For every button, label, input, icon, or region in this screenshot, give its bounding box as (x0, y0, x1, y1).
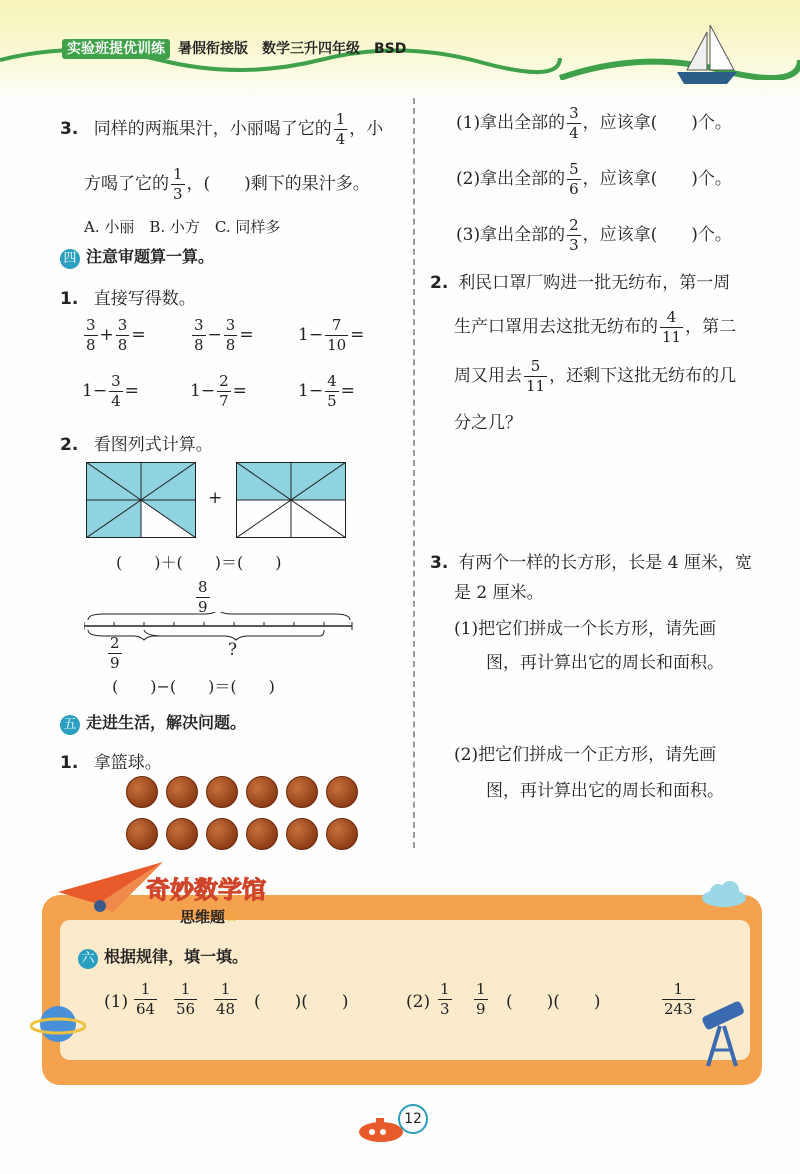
banner-subtitle-text: 思维题 (180, 908, 226, 926)
page-number (398, 1104, 428, 1134)
banner-subtitle (180, 906, 238, 927)
section-4-heading (60, 244, 214, 269)
sec4-q2-number: 2. (60, 435, 79, 455)
seq1-term-2: $\frac{1}{56}$ (176, 980, 196, 1018)
basketball-icon (126, 776, 158, 808)
q3-text-2: ，小 (349, 119, 384, 139)
right-q3-line-1: 有两个一样的长方形，长是 4 厘米，宽 (458, 553, 752, 573)
seq2-blanks: ( )( ) (506, 992, 601, 1012)
page-number-text: 12 (404, 1111, 422, 1127)
right-q2-line-3: 周又用去 (454, 366, 522, 386)
section-6-heading (78, 944, 248, 969)
calc-2-2: 1− $\frac{2}{7}$ = (190, 372, 247, 410)
right-q2-number: 2. (430, 273, 449, 293)
sub-question-1: (1)拿出全部的 $\frac{3}{4}$ ，应该拿( )个。 (456, 104, 732, 142)
basketball-icon (286, 776, 318, 808)
seq2-term-1: $\frac{1}{3}$ (440, 980, 450, 1018)
sec4-q1 (60, 284, 196, 309)
basketball-icon (326, 776, 358, 808)
basketball-icon (166, 776, 198, 808)
sec4-q2-text: 看图列式计算。 (93, 435, 213, 455)
shaded-rectangle-1 (86, 462, 196, 538)
right-q3-sub2 (454, 740, 724, 806)
q3-text-3: 方喝了它的 (84, 174, 169, 194)
basketball-icon (286, 818, 318, 850)
cloud-icon (700, 880, 748, 913)
calc-1-2: $\frac{3}{8}$ − $\frac{3}{8}$ = (194, 316, 254, 354)
left-q3 (60, 112, 410, 237)
basketball-icon (326, 818, 358, 850)
sec4-q1-number: 1. (60, 289, 79, 309)
right-q3-number: 3. (430, 553, 449, 573)
puzzle-scroll-inner (60, 920, 750, 1060)
calc-2-3: 1− $\frac{4}{5}$ = (298, 372, 355, 410)
sequence-1-label: (1) (104, 992, 129, 1012)
right-q2-line-2: 生产口罩用去这批无纺布的 (454, 317, 658, 337)
sub-question-2: (2)拿出全部的 $\frac{5}{6}$ ，应该拿( )个。 (456, 160, 732, 198)
equation-1: ( )＋( )＝( ) (116, 553, 282, 572)
sec5-q1 (60, 748, 162, 773)
part-fraction: $\frac{2}{9}$ (110, 634, 120, 672)
basketball-grid (126, 776, 366, 850)
basketball-icon (126, 818, 158, 850)
sec4-q2 (60, 430, 213, 455)
star-icon: ☆ (225, 908, 239, 926)
calc-1-1: $\frac{3}{8}$ + $\frac{3}{8}$ = (86, 316, 146, 354)
section-6-badge: 六 (78, 949, 98, 969)
segment-diagram (84, 612, 354, 642)
banner-title: 奇妙数学馆 (146, 876, 266, 904)
right-q3-line-2: 是 2 厘米。 (454, 583, 544, 603)
right-q2: 2. 利民口罩厂购进一批无纺布，第一周 生产口罩用去这批无纺布的 $\frac{4}{11}$ ，第二 周又用去 $\frac{5}{11}$ ，还剩下这批无纺布的几 分之几？ (430, 270, 790, 433)
q3-text-1: 同样的两瓶果汁，小丽喝了它的 (93, 119, 332, 139)
planet-icon (30, 996, 86, 1057)
section-5-title: 走进生活，解决问题。 (86, 713, 247, 732)
right-q3-sub1-a: (1)把它们拼成一个长方形，请先画 (454, 619, 717, 639)
right-q2-line-4: 分之几？ (454, 413, 522, 433)
sub-question-3: (3)拿出全部的 $\frac{2}{3}$ ，应该拿( )个。 (456, 216, 732, 254)
q3-fraction-1: $\frac{1}{4}$ (335, 110, 346, 148)
seq1-term-1: $\frac{1}{64}$ (136, 980, 156, 1018)
calc-1-3: 1− $\frac{7}{10}$ = (298, 316, 365, 354)
unknown-mark: ? (228, 640, 238, 660)
seq1-blanks: ( )( ) (254, 992, 349, 1012)
section-4-badge: 四 (60, 249, 80, 269)
plus-sign: + (208, 488, 223, 508)
basketball-icon (206, 776, 238, 808)
q3-options: A. 小丽 B. 小方 C. 同样多 (84, 218, 281, 236)
sec4-q1-text: 直接写得数。 (93, 289, 196, 309)
basketball-icon (166, 818, 198, 850)
right-q2-line-1: 利民口罩厂购进一批无纺布，第一周 (458, 273, 731, 293)
seq2-term-2: $\frac{1}{9}$ (476, 980, 486, 1018)
seq1-term-3: $\frac{1}{48}$ (216, 980, 236, 1018)
q3-fraction-2: $\frac{1}{3}$ (173, 165, 183, 203)
right-q3-sub1-b: 图，再计算出它的周长和面积。 (486, 653, 724, 673)
sec5-q1-number: 1. (60, 753, 79, 773)
publisher-label: BSD (374, 41, 407, 57)
telescope-icon (694, 1000, 754, 1075)
q3-number: 3. (60, 119, 79, 139)
subject-label: 数学三升四年级 (262, 41, 360, 57)
sequence-2-label: (2) (406, 992, 431, 1012)
right-q3-sub2-b: 图，再计算出它的周长和面积。 (486, 781, 724, 801)
basketball-icon (246, 818, 278, 850)
right-q3-sub2-a: (2)把它们拼成一个正方形，请先画 (454, 745, 717, 765)
seq2-last-term: $\frac{1}{243}$ (664, 980, 693, 1018)
sec5-q1-text: 拿篮球。 (93, 753, 162, 773)
column-divider (413, 98, 415, 848)
section-5-badge: 五 (60, 715, 80, 735)
edition-label: 暑假衔接版 (178, 41, 248, 57)
q3-text-4: ，( )剩下的果汁多。 (186, 174, 370, 194)
header-text (62, 38, 406, 58)
section-6-title: 根据规律，填一填。 (104, 947, 249, 966)
section-4-title: 注意审题算一算。 (86, 247, 215, 266)
calc-2-1: 1− $\frac{3}{4}$ = (82, 372, 139, 410)
total-fraction: $\frac{8}{9}$ (198, 578, 208, 616)
right-q3 (430, 548, 790, 678)
basketball-icon (206, 818, 238, 850)
sailboat-icon (672, 20, 742, 90)
shaded-rectangle-2 (236, 462, 346, 538)
series-tag: 实验班提优训练 (62, 39, 170, 59)
basketball-icon (246, 776, 278, 808)
equation-2: ( )−( )＝( ) (112, 677, 275, 696)
section-5-heading (60, 710, 246, 735)
